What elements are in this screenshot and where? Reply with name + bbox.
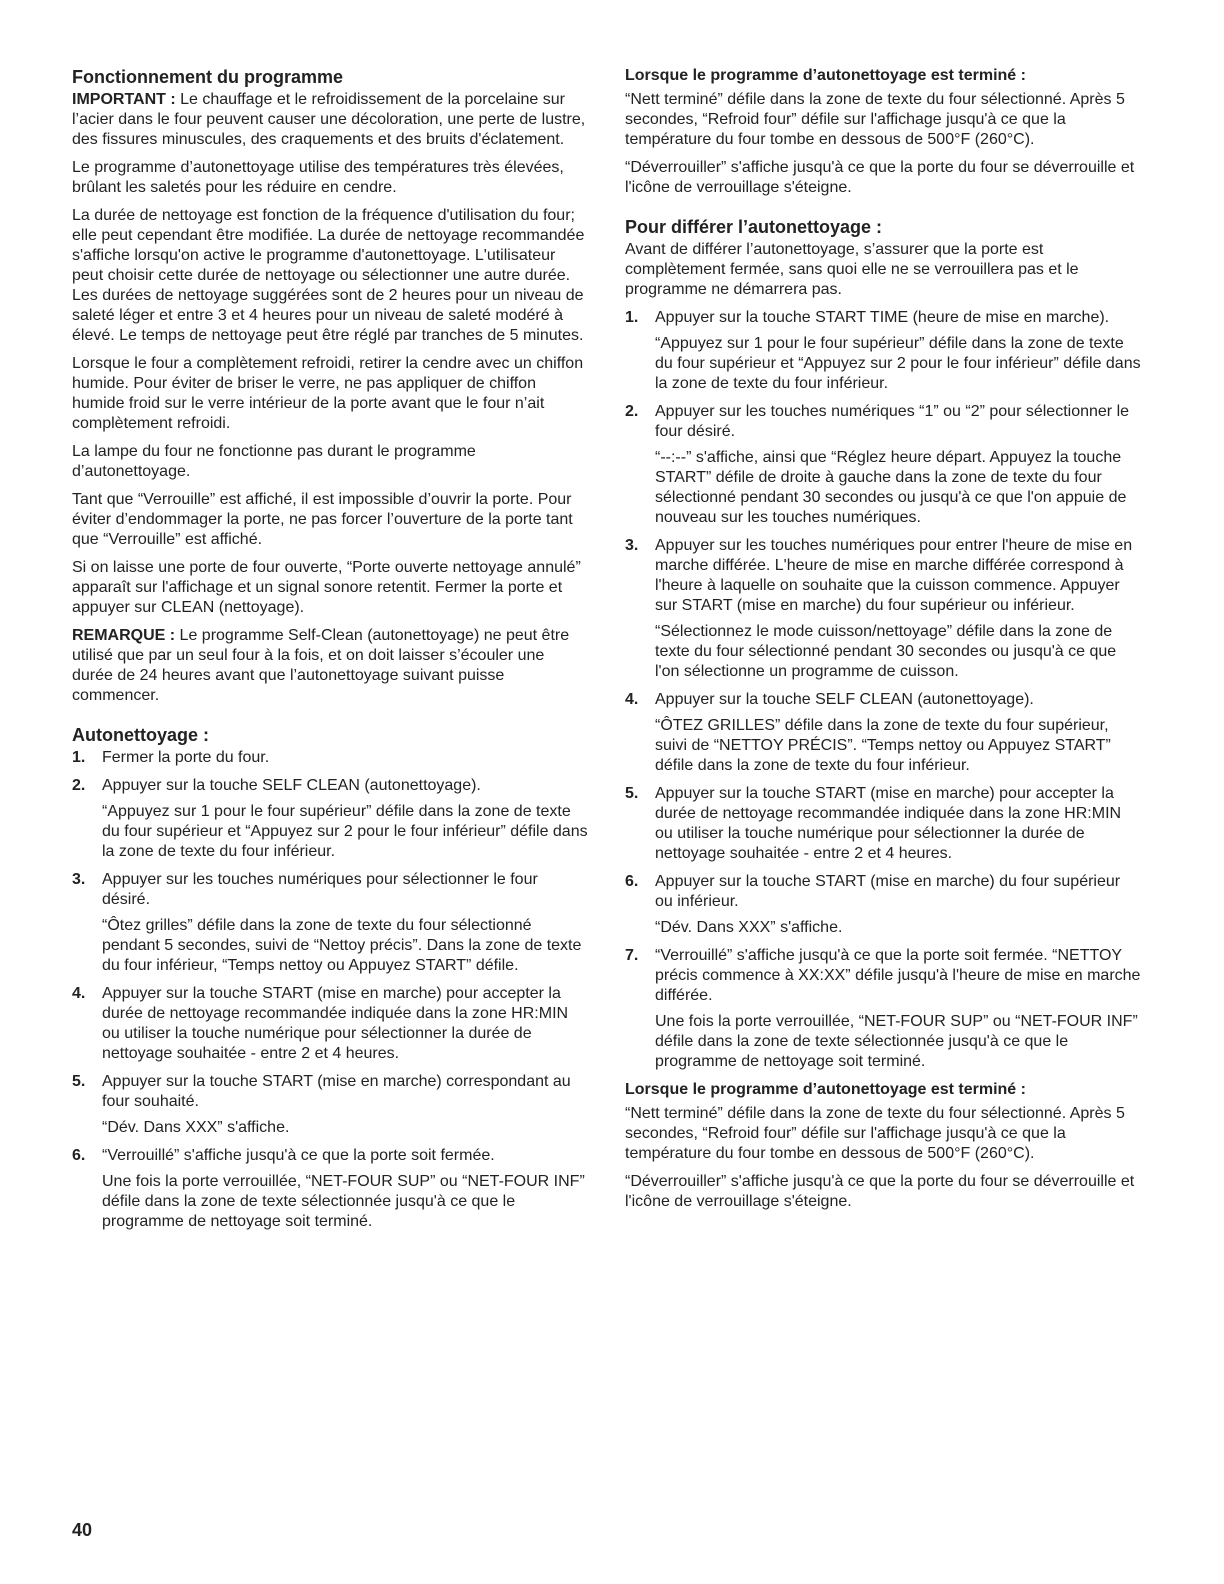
list-item: [625, 308, 1141, 394]
paragraph: “Nett terminé” défile dans la zone de texte du four sélectionné. Après 5 secondes, “Refroid four” défile sur l'affichage jusqu'à ce que la température du four tombe en dessous de 500°F (260°C).: [625, 1105, 1125, 1162]
note-text: Le programme Self-Clean (autonettoyage) ne peut être utilisé que par un seul four à la fois, et on doit laisser s’écouler une durée de 24 heures avant que l’autonettoyage suivant puisse commencer.: [72, 627, 570, 704]
step-text: Appuyer sur la touche SELF CLEAN (autonettoyage).: [102, 777, 481, 794]
step-extra: “Dév. Dans XXX” s'affiche.: [102, 1119, 290, 1136]
note-paragraph: [72, 626, 588, 706]
step-number: 6.: [625, 873, 639, 890]
list-item: [625, 536, 1141, 682]
paragraph: Avant de différer l’autonettoyage, s’assurer que la porte est complètement fermée, sans quoi elle ne se verrouillera pas et le programme ne démarrera pas.: [625, 241, 1079, 298]
step-text: Appuyer sur la touche SELF CLEAN (autonettoyage).: [655, 691, 1034, 708]
step-number: 7.: [625, 947, 639, 964]
step-number: 1.: [72, 749, 86, 766]
subheading-termine-2: Lorsque le programme d’autonettoyage est terminé :: [625, 1081, 1026, 1098]
note-label: REMARQUE :: [72, 627, 176, 644]
step-extra: “Sélectionnez le mode cuisson/nettoyage” défile dans la zone de texte du four sélectionné pendant 30 secondes ou jusqu'à ce que l'on sélectionne un programme de cuisson.: [655, 623, 1117, 680]
page-number: 40: [72, 1520, 93, 1540]
step-number: 1.: [625, 309, 639, 326]
list-item: [625, 402, 1141, 528]
list-item: [72, 776, 588, 862]
list-item: [72, 984, 588, 1064]
step-extra: Une fois la porte verrouillée, “NET-FOUR SUP” ou “NET-FOUR INF” défile dans la zone de texte sélectionnée jusqu'à ce que le programme de nettoyage soit terminé.: [655, 1013, 1138, 1070]
step-number: 4.: [72, 985, 86, 1002]
list-item: [625, 690, 1141, 776]
step-text: Appuyer sur la touche START TIME (heure de mise en marche).: [655, 309, 1110, 326]
list-item: [72, 748, 588, 768]
heading-differer: Pour différer l’autonettoyage :: [625, 217, 883, 237]
step-extra: “Appuyez sur 1 pour le four supérieur” défile dans la zone de texte du four supérieur et “Appuyez sur 2 pour le four inférieur” défile dans la zone de texte du four inférieur.: [655, 335, 1141, 392]
step-extra: “--:--” s'affiche, ainsi que “Réglez heure départ. Appuyez la touche START” défile de droite à gauche dans la zone de texte du four sélectionné pendant 30 secondes ou jusqu'à ce que l'on appuie de nouveau sur les touches numériques.: [655, 449, 1127, 526]
paragraph: La durée de nettoyage est fonction de la fréquence d'utilisation du four; elle peut cependant être modifiée. La durée de nettoyage recommandée s'affiche lorsqu'on active le programme d'autonettoyage. L'utilisateur peut choisir cette durée de nettoyage ou sélectionner une autre durée. Les durées de nettoyage suggérées sont de 2 heures pour un niveau de saleté léger et entre 3 et 4 heures pour un niveau de saleté modéré à élevé. Le temps de nettoyage peut être réglé par tranches de 5 minutes.: [72, 207, 585, 344]
step-extra: “ÔTEZ GRILLES” défile dans la zone de texte du four supérieur, suivi de “NETTOY PRÉCIS”. “Temps nettoy ou Appuyez START” défile dans la zone de texte du four inférieur.: [655, 717, 1111, 774]
step-text: “Verrouillé” s'affiche jusqu'à ce que la porte soit fermée. “NETTOY précis commence à XX:XX” défile jusqu'à l'heure de mise en marche différée.: [655, 947, 1141, 1004]
step-text: Fermer la porte du four.: [102, 749, 270, 766]
step-number: 2.: [72, 777, 86, 794]
paragraph: Si on laisse une porte de four ouverte, “Porte ouverte nettoyage annulé” apparaît sur l'affichage et un signal sonore retentit. Fermer la porte et appuyer sur CLEAN (nettoyage).: [72, 559, 581, 616]
paragraph: “Déverrouiller” s'affiche jusqu'à ce que la porte du four se déverrouille et l'icône de verrouillage s'éteigne.: [625, 159, 1135, 196]
list-item: [625, 872, 1141, 938]
left-column: [72, 66, 588, 1240]
paragraph: “Déverrouiller” s'affiche jusqu'à ce que la porte du four se déverrouille et l'icône de verrouillage s'éteigne.: [625, 1173, 1135, 1210]
step-extra: “Appuyez sur 1 pour le four supérieur” défile dans la zone de texte du four supérieur et “Appuyez sur 2 pour le four inférieur” défile dans la zone de texte du four inférieur.: [102, 803, 588, 860]
step-number: 5.: [625, 785, 639, 802]
paragraph: “Nett terminé” défile dans la zone de texte du four sélectionné. Après 5 secondes, “Refroid four” défile sur l'affichage jusqu'à ce que la température du four tombe en dessous de 500°F (260°C).: [625, 91, 1125, 148]
step-number: 3.: [72, 871, 86, 888]
paragraph: La lampe du four ne fonctionne pas durant le programme d’autonettoyage.: [72, 443, 476, 480]
step-text: Appuyer sur les touches numériques “1” ou “2” pour sélectionner le four désiré.: [655, 403, 1130, 440]
step-number: 2.: [625, 403, 639, 420]
step-extra: “Dév. Dans XXX” s'affiche.: [655, 919, 843, 936]
important-text: Le chauffage et le refroidissement de la porcelaine sur l’acier dans le four peuvent causer une décoloration, une perte de lustre, des fissures minuscules, des craquements et des bruits d'éclatement.: [72, 91, 586, 148]
step-number: 3.: [625, 537, 639, 554]
important-label: IMPORTANT :: [72, 91, 176, 108]
list-item: [72, 1072, 588, 1138]
list-item: [72, 1146, 588, 1232]
step-text: “Verrouillé” s'affiche jusqu'à ce que la porte soit fermée.: [102, 1147, 495, 1164]
paragraph: Le programme d’autonettoyage utilise des températures très élevées, brûlant les saletés pour les réduire en cendre.: [72, 159, 564, 196]
step-number: 6.: [72, 1147, 86, 1164]
list-item: [72, 870, 588, 976]
step-extra: Une fois la porte verrouillée, “NET-FOUR SUP” ou “NET-FOUR INF” défile dans la zone de texte sélectionnée jusqu'à ce que le programme de nettoyage soit terminé.: [102, 1173, 585, 1230]
step-text: Appuyer sur la touche START (mise en marche) du four supérieur ou inférieur.: [655, 873, 1121, 910]
step-extra: “Ôtez grilles” défile dans la zone de texte du four sélectionné pendant 5 secondes, suivi de “Nettoy précis”. Dans la zone de texte du four inférieur, “Temps nettoy ou Appuyez START” défile.: [102, 917, 582, 974]
step-text: Appuyer sur les touches numériques pour sélectionner le four désiré.: [102, 871, 538, 908]
step-text: Appuyer sur la touche START (mise en marche) correspondant au four souhaité.: [102, 1073, 571, 1110]
step-number: 4.: [625, 691, 639, 708]
heading-fonctionnement: Fonctionnement du programme: [72, 67, 344, 87]
right-column: [625, 66, 1141, 1220]
autonettoyage-steps: [72, 748, 588, 1232]
paragraph: Lorsque le four a complètement refroidi, retirer la cendre avec un chiffon humide. Pour éviter de briser le verre, ne pas appliquer de chiffon humide froid sur le verre intérieur de la porte avant que le four n’ait complètement refroidi.: [72, 355, 584, 432]
list-item: [625, 946, 1141, 1072]
step-text: Appuyer sur la touche START (mise en marche) pour accepter la durée de nettoyage recommandée indiquée dans la zone HR:MIN ou utiliser la touche numérique pour sélectionner la durée de nettoyage souhaitée - entre 2 et 4 heures.: [102, 985, 569, 1062]
differer-steps: [625, 308, 1141, 1072]
step-text: Appuyer sur les touches numériques pour entrer l'heure de mise en marche différée. L'heure de mise en marche différée correspond à l'heure à laquelle on souhaite que la cuisson commence. Appuyer sur START (mise en marche) du four supérieur ou inférieur.: [655, 537, 1133, 614]
list-item: [625, 784, 1141, 864]
paragraph: Tant que “Verrouille” est affiché, il est impossible d’ouvrir la porte. Pour éviter d’endommager la porte, ne pas forcer l’ouverture de la porte tant que “Verrouille” est affiché.: [72, 491, 573, 548]
subheading-termine: Lorsque le programme d’autonettoyage est terminé :: [625, 67, 1026, 84]
important-paragraph: [72, 90, 588, 150]
step-text: Appuyer sur la touche START (mise en marche) pour accepter la durée de nettoyage recommandée indiquée dans la zone HR:MIN ou utiliser la touche numérique pour sélectionner la durée de nettoyage souhaitée - entre 2 et 4 heures.: [655, 785, 1122, 862]
step-number: 5.: [72, 1073, 86, 1090]
heading-autonettoyage: Autonettoyage :: [72, 725, 209, 745]
